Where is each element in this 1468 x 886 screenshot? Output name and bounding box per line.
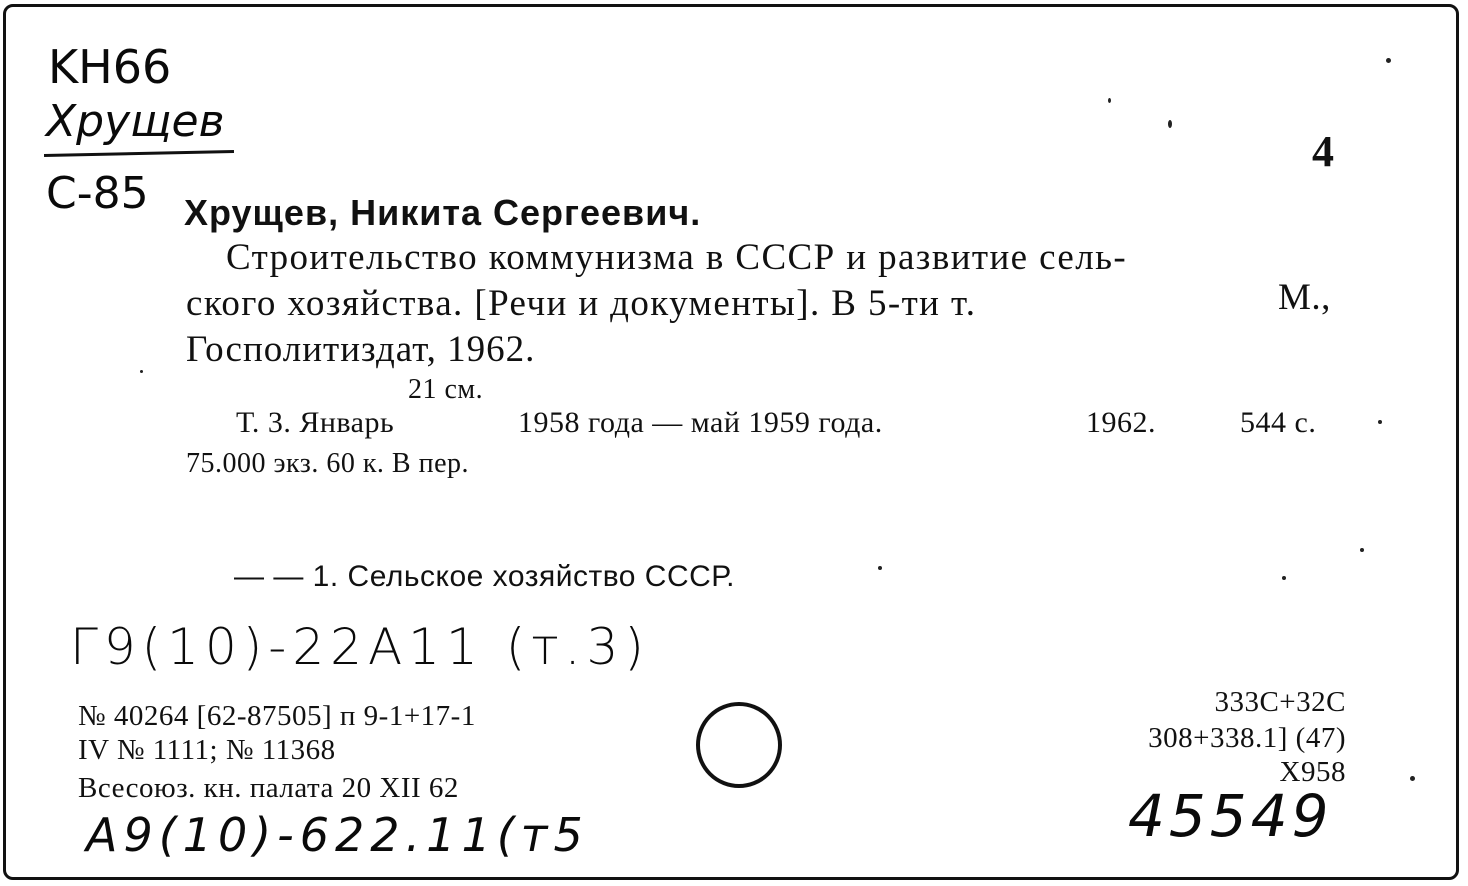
speck	[140, 370, 143, 373]
handwritten-shelf-mark: C-85	[46, 168, 149, 219]
speck	[1282, 576, 1286, 580]
speck	[1386, 58, 1391, 63]
circle-mark	[696, 702, 782, 788]
speck	[1168, 120, 1172, 128]
speck	[1108, 98, 1111, 103]
speck	[1410, 776, 1415, 781]
volume-year: 1962.	[1086, 406, 1156, 439]
right-code-3: Х958	[1279, 756, 1346, 788]
subject-heading: — — 1. Сельское хозяйство СССР.	[234, 560, 735, 593]
handwritten-classification-2: А9(10)-622.11(т5	[86, 808, 589, 862]
book-size: 21 см.	[408, 374, 484, 405]
author-heading: Хрущев, Никита Сергеевич.	[184, 192, 702, 233]
card-number: 4	[1312, 127, 1335, 176]
speck	[878, 566, 882, 570]
speck	[1378, 420, 1382, 424]
right-code-2: 308+338.1] (47)	[1148, 722, 1346, 754]
speck	[1360, 548, 1364, 552]
edition-info: 75.000 экз. 60 к. В пер.	[186, 448, 470, 479]
handwritten-classification-1: Г9(10)-22А11 (т.3)	[70, 618, 650, 676]
print-info-line-2: IV № 1111; № 11368	[78, 734, 336, 766]
title-line-2: ского хозяйства. [Речи и документы]. В 5-ти т.	[186, 283, 977, 324]
publication-place: М.,	[1278, 277, 1331, 318]
print-info-line-3: Всесоюз. кн. палата 20 XII 62	[78, 772, 459, 804]
volume-label: Т. 3. Январь	[236, 406, 395, 439]
handwritten-code: KH66	[48, 40, 172, 94]
print-info-line-1: № 40264 [62-87505] п 9-1+17-1	[78, 700, 476, 732]
right-code-1: 333С+32С	[1214, 686, 1346, 718]
title-line-3: Госполитиздат, 1962.	[186, 329, 536, 370]
volume-period: 1958 года — май 1959 года.	[518, 406, 883, 439]
handwritten-surname: Хрущев	[46, 96, 225, 147]
volume-pages: 544 с.	[1240, 406, 1317, 439]
title-line-1: Строительство коммунизма в СССР и развитие сель-	[226, 237, 1128, 278]
handwritten-number-right: 45549	[1128, 782, 1333, 850]
